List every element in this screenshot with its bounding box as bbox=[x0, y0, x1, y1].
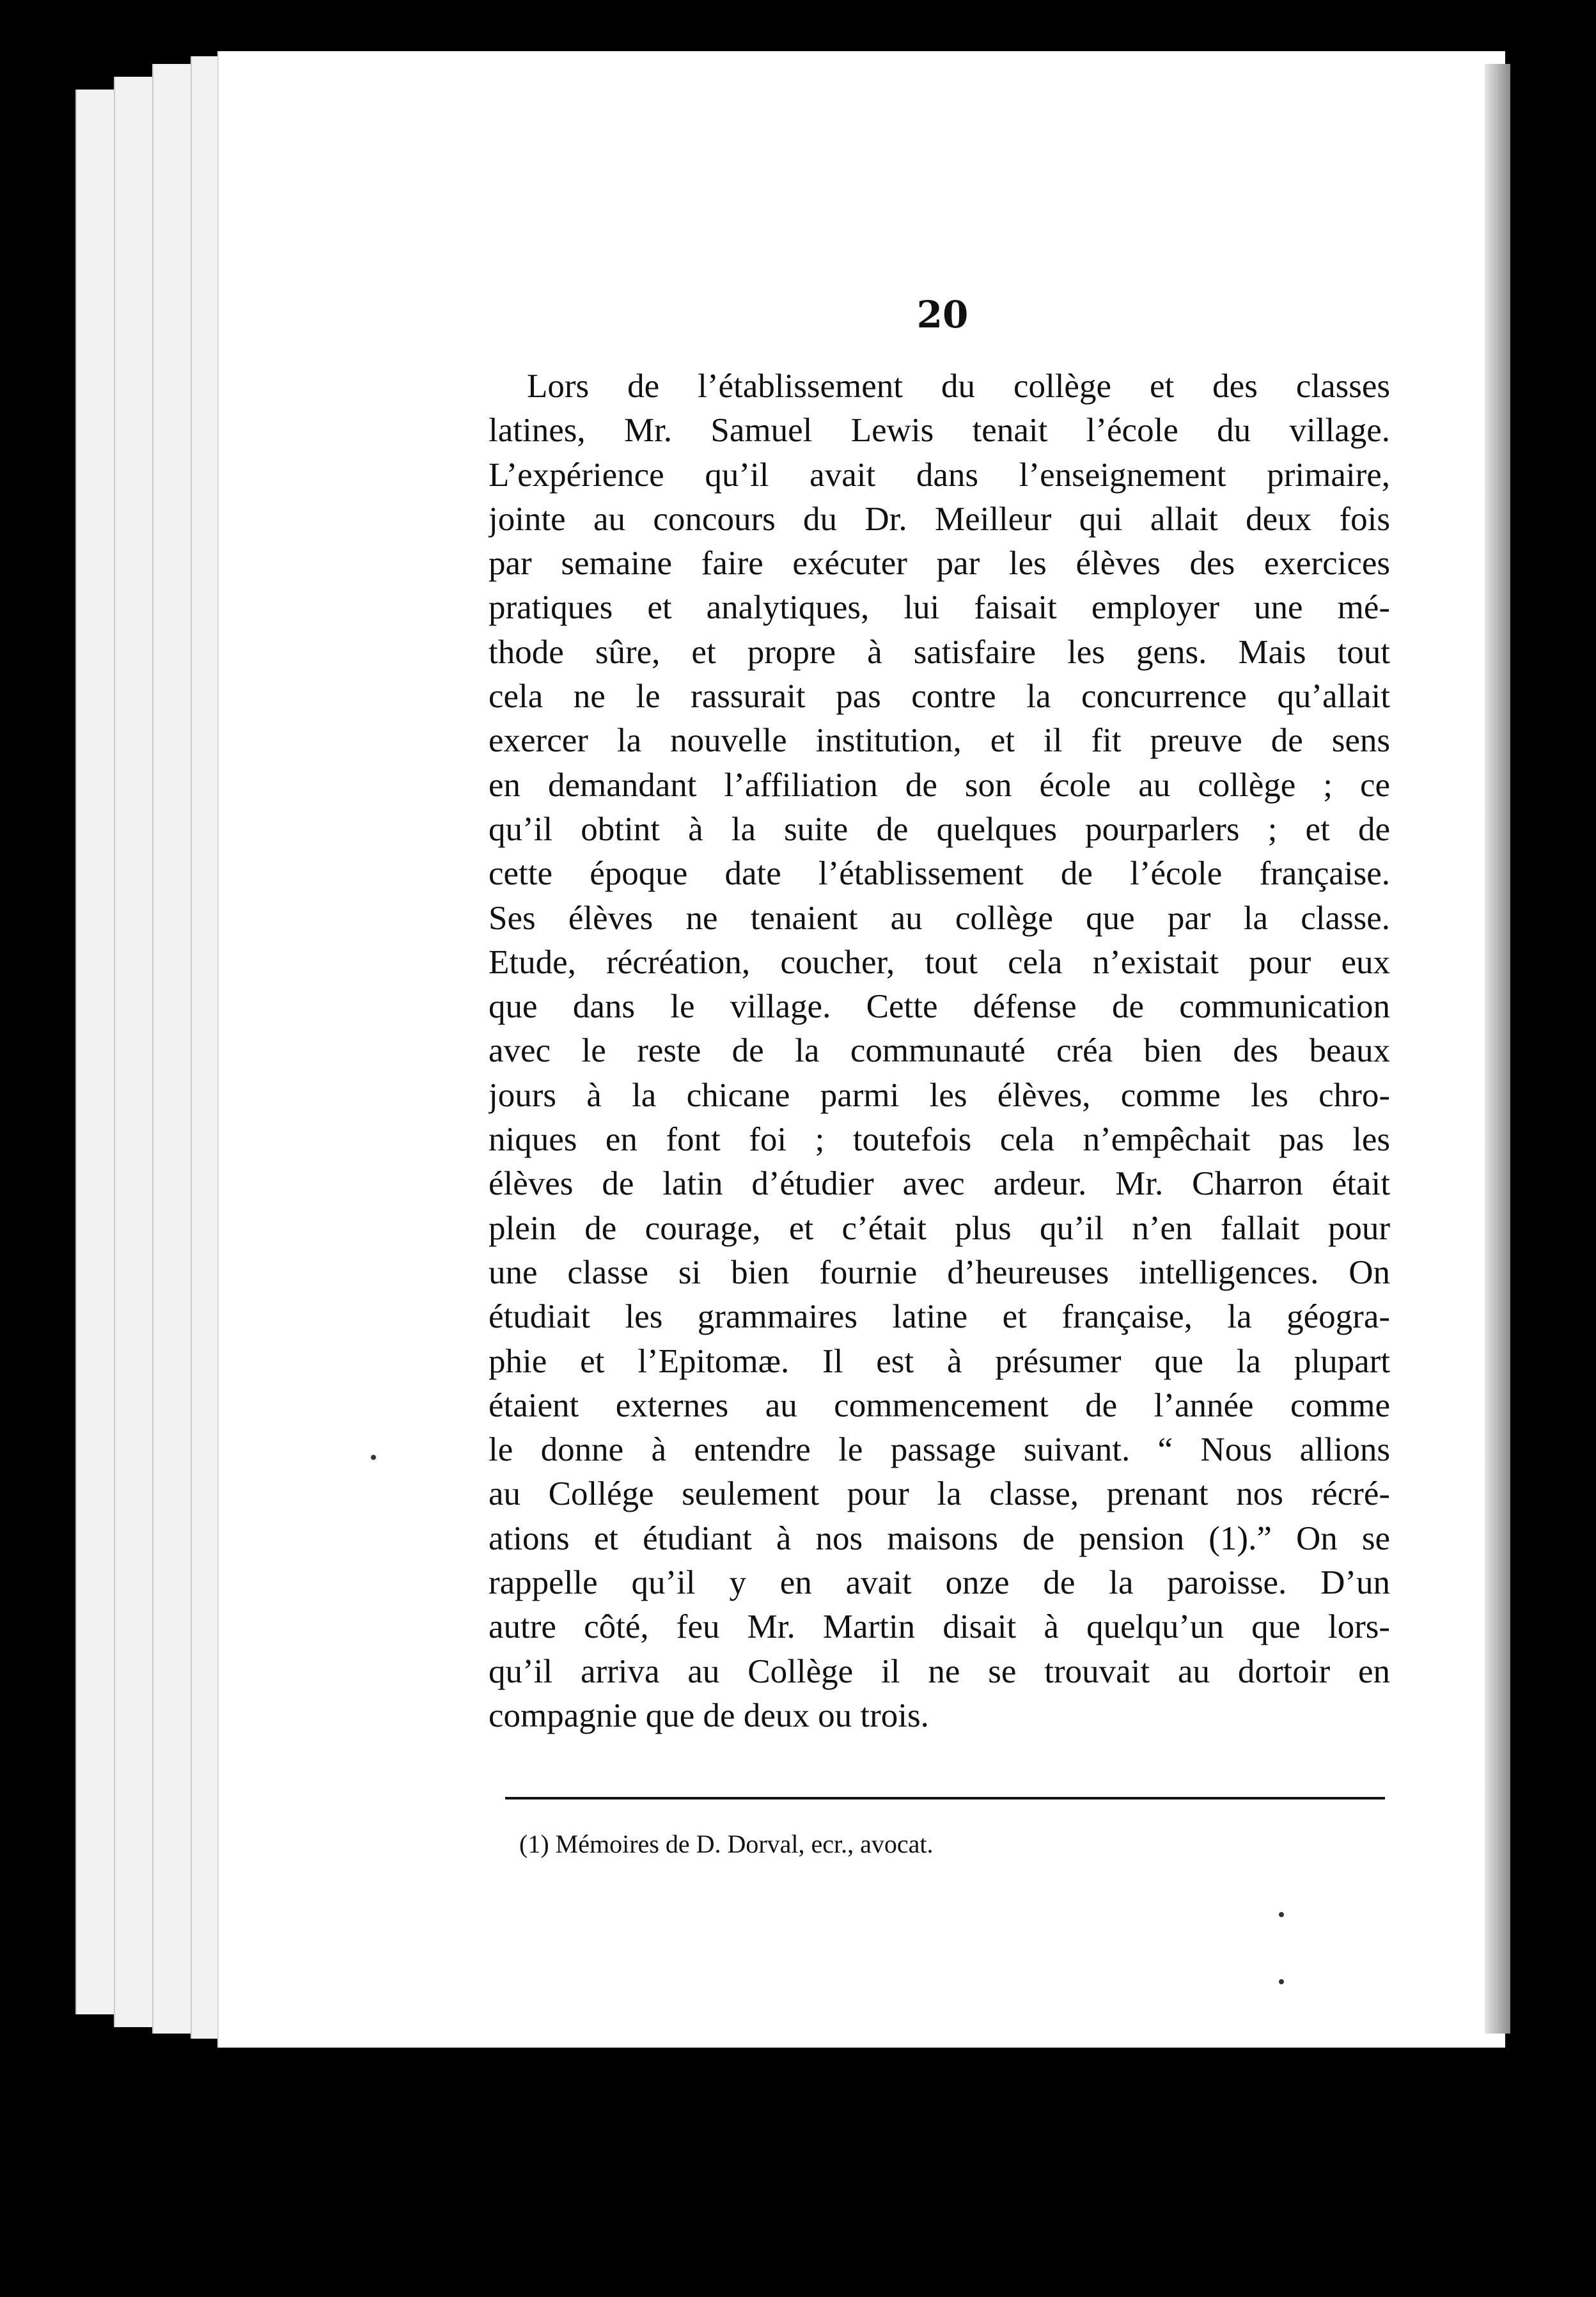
footnote: (1) Mémoires de D. Dorval, ecr., avocat. bbox=[519, 1830, 934, 1858]
text-line: le donne à entendre le passage suivant. “ Nous allions bbox=[489, 1431, 1390, 1469]
text-line: plein de courage, et c’était plus qu’il n’en fallait pour bbox=[489, 1209, 1390, 1247]
text-line: exercer la nouvelle institution, et il fit preuve de sens bbox=[489, 722, 1390, 760]
text-line: une classe si bien fournie d’heureuses intelligences. On bbox=[489, 1253, 1390, 1291]
text-line: jointe au concours du Dr. Meilleur qui allait deux fois bbox=[489, 500, 1390, 538]
text-line: Ses élèves ne tenaient au collège que par la classe. bbox=[489, 899, 1390, 937]
text-line: qu’il arriva au Collège il ne se trouvait au dortoir en bbox=[489, 1652, 1390, 1690]
text-line: en demandant l’affiliation de son école au collège ; ce bbox=[489, 766, 1390, 804]
text-line: thode sûre, et propre à satisfaire les gens. Mais tout bbox=[489, 633, 1390, 671]
text-line: étudiait les grammaires latine et française, la géogra- bbox=[489, 1298, 1390, 1336]
footnote-rule bbox=[505, 1797, 1385, 1799]
text-line: élèves de latin d’étudier avec ardeur. Mr. Charron était bbox=[489, 1165, 1390, 1203]
text-line: rappelle qu’il y en avait onze de la paroisse. D’un bbox=[489, 1564, 1390, 1602]
text-line: par semaine faire exécuter par les élèves des exercices bbox=[489, 545, 1390, 583]
dust-speck bbox=[1279, 1979, 1284, 1984]
text-line: cela ne le rassurait pas contre la concurrence qu’allait bbox=[489, 678, 1390, 716]
text-line: compagnie que de deux ou trois. bbox=[489, 1697, 929, 1734]
text-line: L’expérience qu’il avait dans l’enseignement primaire, bbox=[489, 456, 1390, 494]
page-edge bbox=[114, 77, 153, 2027]
text-line: que dans le village. Cette défense de communication bbox=[489, 988, 1390, 1026]
dust-speck bbox=[371, 1455, 376, 1460]
page-edge bbox=[152, 64, 192, 2034]
page-gutter-shadow bbox=[1485, 64, 1510, 2034]
page-edge bbox=[75, 90, 115, 2014]
text-line: au Collége seulement pour la classe, prenant nos récré- bbox=[489, 1475, 1390, 1513]
body-text bbox=[489, 365, 1390, 1738]
text-line: étaient externes au commencement de l’année comme bbox=[489, 1386, 1390, 1424]
text-line: Etude, récréation, coucher, tout cela n’existait pour eux bbox=[489, 943, 1390, 981]
text-line: niques en font foi ; toutefois cela n’empêchait pas les bbox=[489, 1121, 1390, 1159]
text-line: pratiques et analytiques, lui faisait employer une mé- bbox=[489, 589, 1390, 627]
page-number: 20 bbox=[916, 293, 969, 336]
text-line: latines, Mr. Samuel Lewis tenait l’école du village. bbox=[489, 412, 1390, 450]
dust-speck bbox=[1279, 1912, 1284, 1917]
text-line: cette époque date l’établissement de l’école française. bbox=[489, 855, 1390, 893]
text-line: qu’il obtint à la suite de quelques pourparlers ; et de bbox=[489, 810, 1390, 848]
text-line: Lors de l’établissement du collège et des classes bbox=[527, 368, 1390, 405]
text-line: phie et l’Epitomæ. Il est à présumer que la plupart bbox=[489, 1342, 1390, 1380]
text-line: autre côté, feu Mr. Martin disait à quelqu’un que lors- bbox=[489, 1608, 1390, 1646]
text-line: ations et étudiant à nos maisons de pension (1).” On se bbox=[489, 1519, 1390, 1557]
text-line: jours à la chicane parmi les élèves, comme les chro- bbox=[489, 1076, 1390, 1114]
text-line: avec le reste de la communauté créa bien des beaux bbox=[489, 1032, 1390, 1070]
